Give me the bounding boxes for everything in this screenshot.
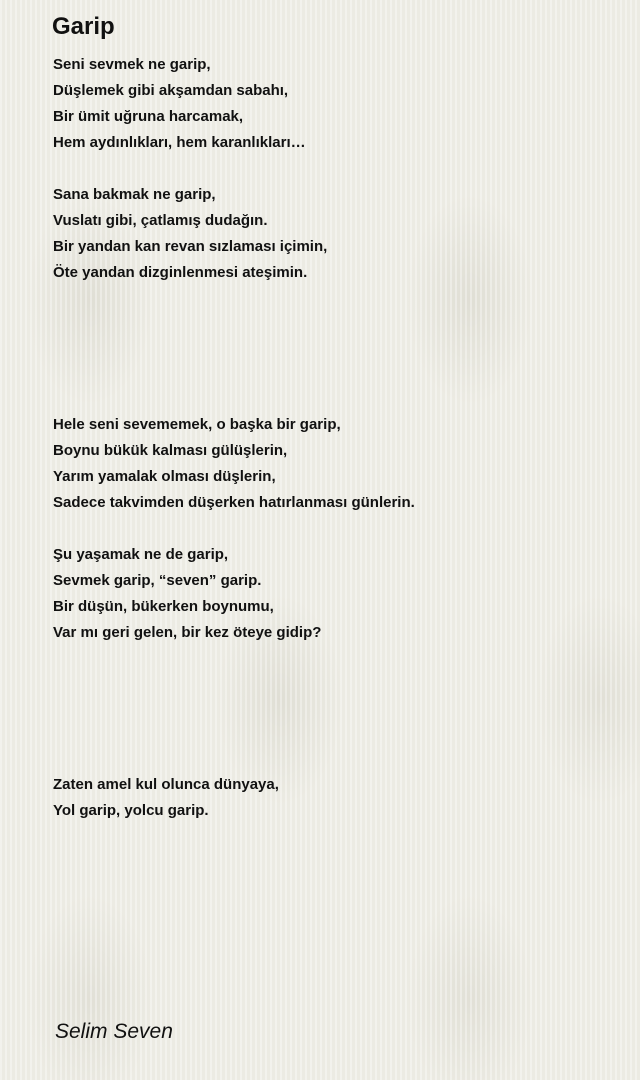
poem-line: Bir ümit uğruna harcamak, [53,108,244,125]
poem-line: Yarım yamalak olması düşlerin, [53,468,276,485]
poem-line: Hele seni sevememek, o başka bir garip, [53,416,341,433]
poem-line: Seni sevmek ne garip, [53,56,211,73]
poem-line: Düşlemek gibi akşamdan sabahı, [53,82,289,99]
stanza-5 [53,772,623,824]
poem-line: Sana bakmak ne garip, [53,186,216,203]
poem-line: Boynu bükük kalması gülüşlerin, [53,442,288,459]
stanza-gap [53,156,623,182]
poem-line: Sevmek garip, “seven” garip. [53,572,262,589]
poem-line: Vuslatı gibi, çatlamış dudağın. [53,212,268,229]
stanza-3 [53,412,623,516]
stanza-2 [53,182,623,286]
section-gap [53,646,623,772]
stanza-gap [53,516,623,542]
poem-title: Garip [52,13,115,40]
poem-line: Yol garip, yolcu garip. [53,802,209,819]
section-gap [53,286,623,412]
poem-line: Bir düşün, bükerken boynumu, [53,598,274,615]
poem-line: Öte yandan dizginlenmesi ateşimin. [53,264,308,281]
poem-line: Bir yandan kan revan sızlaması içimin, [53,238,328,255]
stanza-1 [53,52,623,156]
poem-line: Zaten amel kul olunca dünyaya, [53,776,279,793]
poem-line: Sadece takvimden düşerken hatırlanması günlerin. [53,494,415,511]
poem-line: Şu yaşamak ne de garip, [53,546,229,563]
poem-author: Selim Seven [55,1020,173,1043]
poem-body [53,52,623,824]
stanza-4 [53,542,623,646]
poem-line: Var mı geri gelen, bir kez öteye gidip? [53,624,322,641]
poem-line: Hem aydınlıkları, hem karanlıkları… [53,134,306,151]
